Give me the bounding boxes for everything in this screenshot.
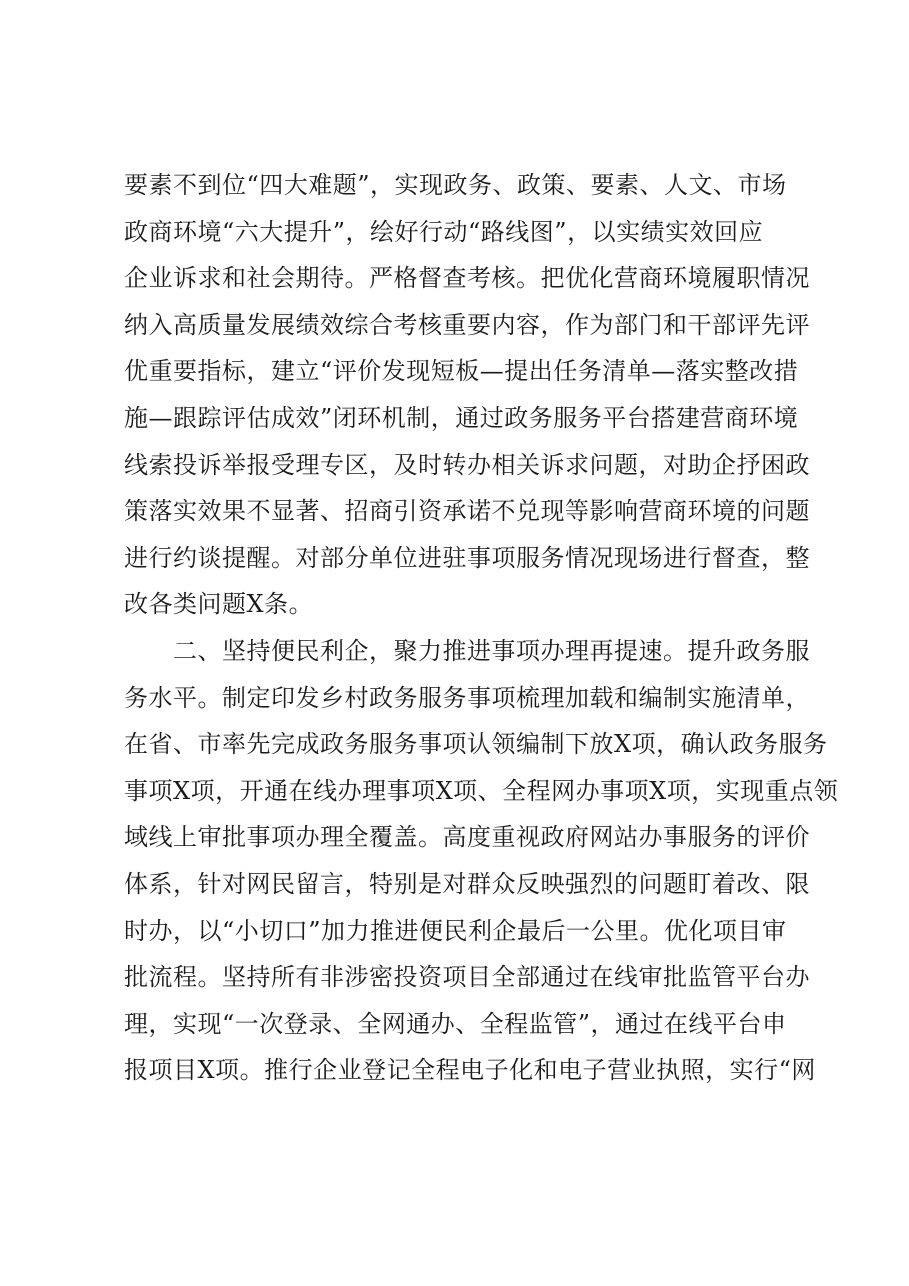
- text-line: 改各类问题X条。: [124, 590, 314, 619]
- text-line: 政商环境“六大提升”，绘好行动“路线图”，以实绩实效回应: [124, 217, 764, 246]
- text-line: 时办，以“小切口”加力推进便民利企最后一公里。优化项目审: [124, 916, 787, 945]
- text-line: 优重要指标，建立“评价发现短板—提出任务清单—落实整改措: [124, 357, 799, 386]
- text-line: 策落实效果不显著、招商引资承诺不兑现等影响营商环境的问题: [124, 497, 810, 526]
- text-line: 进行约谈提醒。对部分单位进驻事项服务情况现场进行督查，整: [124, 543, 810, 572]
- text-line: 批流程。坚持所有非涉密投资项目全部通过在线审批监管平台办: [124, 963, 810, 992]
- text-line: 线索投诉举报受理专区，及时转办相关诉求问题，对助企抒困政: [124, 450, 810, 479]
- text-line: 在省、市率先完成政务服务事项认领编制下放X项，确认政务服务: [124, 730, 828, 759]
- text-line: 企业诉求和社会期待。严格督查考核。把优化营商环境履职情况: [124, 264, 810, 293]
- text-line: 要素不到位“四大难题”，实现政务、政策、要素、人文、市场: [124, 171, 787, 199]
- text-line: 施—跟踪评估成效”闭环机制，通过政务服务平台搭建营商环境: [124, 403, 799, 432]
- text-line: 报项目X项。推行企业登记全程电子化和电子营业执照，实行“网: [124, 1056, 816, 1085]
- text-line: 事项X项，开通在线办理事项X项、全程网办事项X项，实现重点领: [124, 776, 839, 805]
- text-line: 务水平。制定印发乡村政务服务事项梳理加载和编制实施清单，: [124, 683, 810, 712]
- paragraph-start-line: 二、坚持便民利企，聚力推进事项办理再提速。提升政务服: [124, 636, 810, 665]
- text-line: 纳入高质量发展绩效综合考核重要内容，作为部门和干部评先评: [124, 310, 810, 339]
- body-text: [124, 162, 839, 1094]
- text-line: 体系，针对网民留言，特别是对群众反映强烈的问题盯着改、限: [124, 869, 810, 898]
- text-line: 理，实现“一次登录、全网通办、全程监管”，通过在线平台申: [124, 1009, 787, 1038]
- text-line: 域线上审批事项办理全覆盖。高度重视政府网站办事服务的评价: [124, 823, 810, 852]
